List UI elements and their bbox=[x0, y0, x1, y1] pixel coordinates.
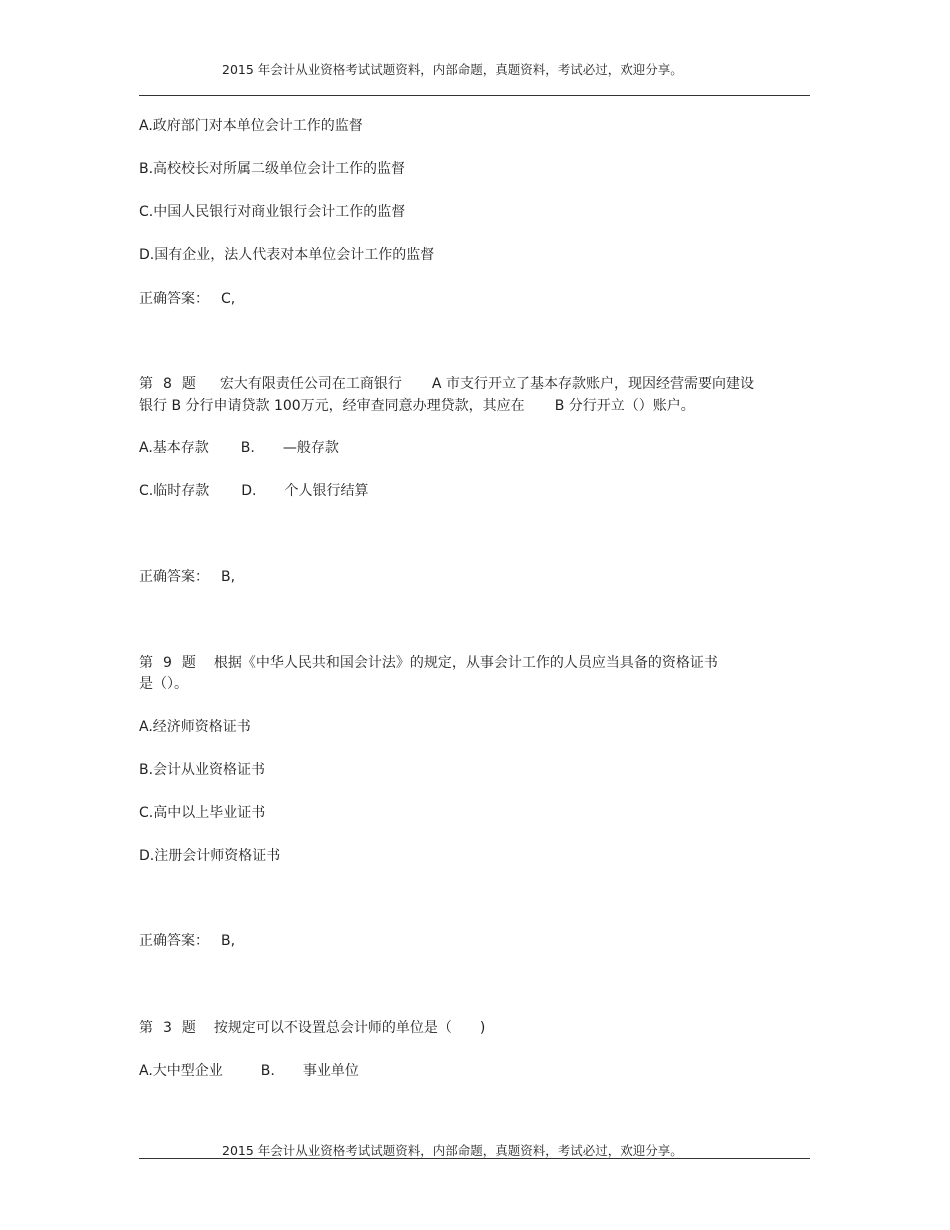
q8-num-suffix: 题 bbox=[181, 376, 196, 392]
q8-option-d-key: D. bbox=[241, 483, 257, 499]
answer-value: B, bbox=[221, 569, 236, 585]
answer-label: 正确答案： bbox=[139, 291, 209, 307]
answer-value: C, bbox=[221, 291, 236, 307]
q8-stem-line1 bbox=[139, 373, 754, 393]
header-rule bbox=[139, 95, 810, 96]
q3-stem bbox=[139, 1017, 485, 1037]
q3-text-close: ) bbox=[479, 1020, 486, 1036]
q9-num-suffix: 题 bbox=[181, 655, 196, 671]
q9-option-d: D.注册会计师资格证书 bbox=[139, 848, 281, 864]
q3-text: 按规定可以不设置总会计师的单位是（ bbox=[213, 1020, 452, 1036]
q8-num-label: 第 bbox=[139, 376, 153, 392]
q8-text2a: 银行 B 分行申请贷款 100万元，经审查同意办理贷款，其应在 bbox=[139, 398, 525, 414]
footer-text: 2015 年会计从业资格考试试题资料，内部命题，真题资料，考试必过，欢迎分享。 bbox=[222, 1143, 683, 1158]
q8-text2b: B 分行开立（）账户。 bbox=[554, 398, 695, 414]
q3-num-suffix: 题 bbox=[181, 1020, 196, 1036]
q8-option-c: C.临时存款 bbox=[139, 483, 210, 499]
q8-option-a: A.基本存款 bbox=[139, 440, 209, 456]
footer-rule bbox=[139, 1158, 810, 1159]
prev-answer bbox=[139, 288, 235, 308]
q8-text1a: 宏大有限责任公司在工商银行 bbox=[219, 376, 402, 392]
q3-num: 3 bbox=[163, 1020, 172, 1036]
q3-num-label: 第 bbox=[139, 1020, 153, 1036]
q3-option-b: 事业单位 bbox=[302, 1063, 359, 1079]
q8-answer bbox=[139, 566, 235, 586]
q9-answer bbox=[139, 930, 235, 950]
prev-option-c: C.中国人民银行对商业银行会计工作的监督 bbox=[139, 204, 406, 220]
answer-value: B, bbox=[221, 933, 236, 949]
q9-stem-line2: 是（）。 bbox=[139, 676, 188, 692]
q9-option-c: C.高中以上毕业证书 bbox=[139, 805, 266, 821]
q8-options-cd bbox=[139, 480, 368, 500]
answer-label: 正确答案： bbox=[139, 569, 209, 585]
q9-option-a: A.经济师资格证书 bbox=[139, 719, 251, 735]
q9-option-b: B.会计从业资格证书 bbox=[139, 762, 266, 778]
q8-text1b: A 市支行开立了基本存款账户，现因经营需要向建设 bbox=[431, 376, 754, 392]
q8-option-b-key: B. bbox=[240, 440, 255, 456]
q8-option-b: —般存款 bbox=[282, 440, 339, 456]
q9-num: 9 bbox=[163, 655, 172, 671]
q9-num-label: 第 bbox=[139, 655, 153, 671]
q8-num: 8 bbox=[163, 376, 172, 392]
q8-stem-line2 bbox=[139, 395, 695, 415]
q3-option-a: A.大中型企业 bbox=[139, 1063, 223, 1079]
q8-option-d: 个人银行结算 bbox=[284, 483, 369, 499]
q3-options-ab bbox=[139, 1060, 359, 1080]
prev-option-b: B.高校校长对所属二级单位会计工作的监督 bbox=[139, 161, 406, 177]
prev-option-a: A.政府部门对本单位会计工作的监督 bbox=[139, 118, 363, 134]
q9-stem-line1 bbox=[139, 652, 718, 672]
prev-option-d: D.国有企业，法人代表对本单位会计工作的监督 bbox=[139, 247, 435, 263]
header-text: 2015 年会计从业资格考试试题资料，内部命题，真题资料，考试必过，欢迎分享。 bbox=[222, 62, 683, 77]
q3-option-b-key: B. bbox=[260, 1063, 275, 1079]
q9-text1: 根据《中华人民共和国会计法》的规定，从事会计工作的人员应当具备的资格证书 bbox=[213, 655, 718, 671]
q8-options-ab bbox=[139, 437, 339, 457]
answer-label: 正确答案： bbox=[139, 933, 209, 949]
